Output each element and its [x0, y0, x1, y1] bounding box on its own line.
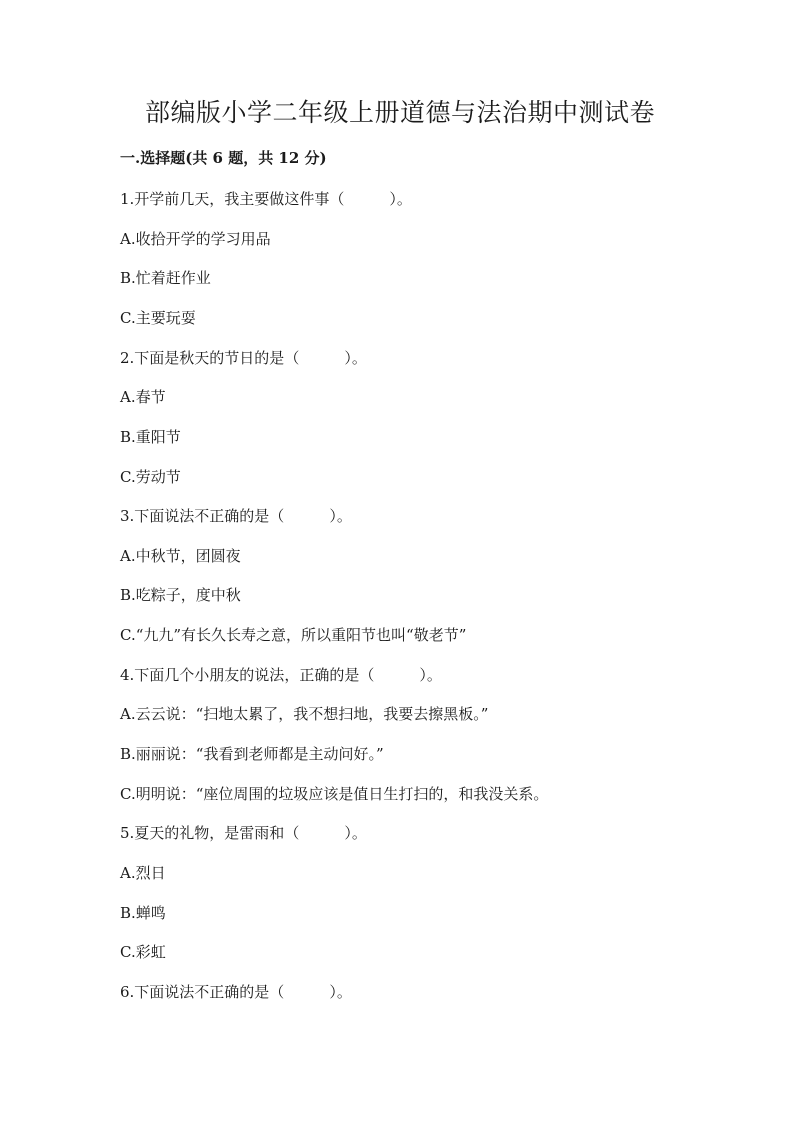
- question-1-option-b: B.忙着赶作业: [120, 269, 211, 287]
- question-2-option-b: B.重阳节: [120, 428, 181, 446]
- question-3: 3.下面说法不正确的是（ ）。: [120, 507, 352, 525]
- question-5-option-b: B.蝉鸣: [120, 904, 166, 922]
- question-4-option-a: A.云云说：“扫地太累了，我不想扫地，我要去擦黑板。”: [120, 705, 489, 723]
- question-3-option-a: A.中秋节，团圆夜: [120, 547, 241, 565]
- question-1-option-a: A.收拾开学的学习用品: [120, 230, 271, 248]
- question-1-option-c: C.主要玩耍: [120, 309, 196, 327]
- question-5: 5.夏天的礼物，是雷雨和（ ）。: [120, 824, 367, 842]
- question-2-option-c: C.劳动节: [120, 468, 181, 486]
- question-3-option-c: C.“九九”有长久长寿之意，所以重阳节也叫“敬老节”: [120, 626, 467, 644]
- question-1: 1.开学前几天，我主要做这件事（ ）。: [120, 190, 412, 208]
- question-4-option-b: B.丽丽说：“我看到老师都是主动问好。”: [120, 745, 384, 763]
- question-5-option-a: A.烈日: [120, 864, 166, 882]
- question-2: 2.下面是秋天的节日的是（ ）。: [120, 349, 367, 367]
- question-2-option-a: A.春节: [120, 388, 166, 406]
- question-4: 4.下面几个小朋友的说法，正确的是（ ）。: [120, 666, 442, 684]
- question-5-option-c: C.彩虹: [120, 943, 166, 961]
- page-title: 部编版小学二年级上册道德与法治期中测试卷: [144, 98, 655, 127]
- question-3-option-b: B.吃粽子，度中秋: [120, 586, 241, 604]
- section-heading: 一.选择题(共 6 题，共 12 分): [120, 149, 327, 167]
- question-4-option-c: C.明明说：“座位周围的垃圾应该是值日生打扫的，和我没关系。: [120, 785, 549, 803]
- question-6: 6.下面说法不正确的是（ ）。: [120, 983, 352, 1001]
